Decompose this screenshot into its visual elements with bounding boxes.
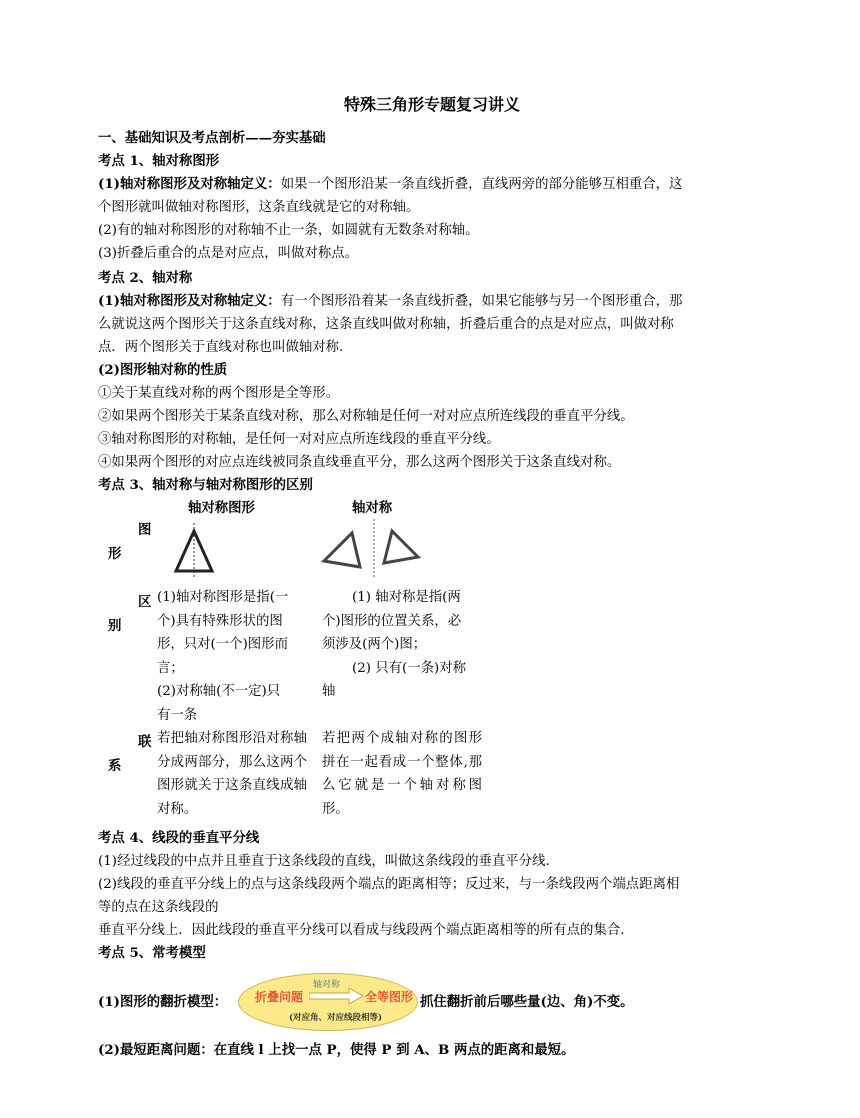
diff-axis-symmetry: (1) 轴对称是指(两 个)图形的位置关系，必 须涉及(两个)图； (2) 只有(一条)对称 轴 bbox=[322, 590, 467, 699]
k2-heading: 考点 2、轴对称 bbox=[98, 270, 193, 286]
k1-heading: 考点 1、轴对称图形 bbox=[98, 153, 220, 169]
arrow-right-icon bbox=[309, 988, 365, 1004]
oval-arrow-text: 轴对称 bbox=[313, 980, 341, 990]
diff-axis-figure: (1)轴对称图形是指(一 个)具有特殊形状的图 形，只对(一个)图形而 言； (2)对称轴(不一定)只 有一条 bbox=[157, 590, 289, 723]
k2-item: ③轴对称图形的对称轴，是任何一对对应点所连线段的垂直平分线。 bbox=[98, 432, 500, 447]
model1-label: (1)图形的翻折模型： bbox=[98, 994, 228, 1010]
mirrored-triangles-figure bbox=[318, 517, 428, 579]
k4-p2: (2)线段的垂直平分线上的点与这条线段两个端点的距离相等；反过来，与一条线段两个端点距离相 bbox=[98, 877, 680, 892]
k4-p2-cont: 等的点在这条线段的 bbox=[98, 900, 219, 915]
row-label: 别 bbox=[108, 618, 122, 634]
k4-heading: 考点 4、线段的垂直平分线 bbox=[98, 830, 260, 846]
col-head-axis-figure: 轴对称图形 bbox=[188, 500, 255, 516]
k1-p1-cont: 个图形就叫做轴对称图形，这条直线就是它的对称轴。 bbox=[98, 200, 420, 215]
k5-heading: 考点 5、常考模型 bbox=[98, 945, 206, 961]
folding-model-diagram bbox=[238, 973, 418, 1031]
k4-p2-cont2: 垂直平分线上．因此线段的垂直平分线可以看成与线段两个端点距离相等的所有点的集合. bbox=[98, 923, 625, 938]
page-title: 特殊三角形专题复习讲义 bbox=[343, 95, 520, 114]
section-heading: 一、基础知识及考点剖析——夯实基础 bbox=[98, 130, 326, 146]
row-label: 形 bbox=[108, 546, 122, 562]
comparison-table bbox=[98, 497, 766, 827]
oval-right-text: 全等图形 bbox=[365, 990, 414, 1004]
k2-item: ②如果两个图形关于某条直线对称，那么对称轴是任何一对对应点所连线段的垂直平分线。 bbox=[98, 409, 634, 424]
k2-item: ①关于某直线对称的两个图形是全等形。 bbox=[98, 386, 340, 401]
k1-p2: (2)有的轴对称图形的对称轴不止一条，如圆就有无数条对称轴。 bbox=[98, 223, 479, 238]
k2-p1-cont: 么就说这两个图形关于这条直线对称，这条直线叫做对称轴，折叠后重合的点是对应点，叫做对称 bbox=[98, 317, 674, 332]
document-page bbox=[98, 92, 766, 1062]
k4-p1: (1)经过线段的中点并且垂直于这条线段的直线，叫做这条线段的垂直平分线. bbox=[98, 854, 550, 869]
oval-left-text: 折叠问题 bbox=[255, 990, 304, 1004]
k2-p1: (1)轴对称图形及对称轴定义：有一个图形沿着某一条直线折叠，如果它能够与另一个图形重合，那 bbox=[98, 293, 683, 309]
row-label: 区 bbox=[138, 594, 152, 610]
k1-p1: (1)轴对称图形及对称轴定义：如果一个图形沿某一条直线折叠，直线两旁的部分能够互相重合，这 bbox=[98, 176, 683, 192]
col-head-axis-symmetry: 轴对称 bbox=[352, 500, 393, 516]
row-label: 图 bbox=[138, 522, 152, 538]
link-axis-symmetry: 若把两个成轴对称的图形拼在一起看成一个整体,那么它就是一个轴对称图形。 bbox=[322, 731, 482, 817]
k2-item: ④如果两个图形的对应点连线被同条直线垂直平分，那么这两个图形关于这条直线对称。 bbox=[98, 455, 621, 470]
k3-heading: 考点 3、轴对称与轴对称图形的区别 bbox=[98, 477, 313, 493]
k2-p2-label: (2)图形轴对称的性质 bbox=[98, 362, 228, 378]
k1-p3: (3)折叠后重合的点是对应点，叫做对称点。 bbox=[98, 246, 358, 261]
oval-sub-text: (对应角、对应线段相等) bbox=[289, 1013, 383, 1023]
isosceles-triangle-figure bbox=[170, 521, 220, 581]
k2-p1-cont2: 点．两个图形关于直线对称也叫做轴对称. bbox=[98, 340, 344, 355]
row-label: 系 bbox=[108, 758, 122, 774]
model2: (2)最短距离问题：在直线 l 上找一点 P，使得 P 到 A、B 两点的距离和最短。 bbox=[98, 1042, 575, 1058]
folding-model bbox=[98, 971, 766, 1035]
link-axis-figure: 若把轴对称图形沿对称轴分成两部分，那么这两个图形就关于这条直线成轴对称。 bbox=[157, 731, 307, 817]
model1-after: 抓住翻折前后哪些量(边、角)不变。 bbox=[420, 994, 634, 1010]
row-label: 联 bbox=[138, 734, 152, 750]
